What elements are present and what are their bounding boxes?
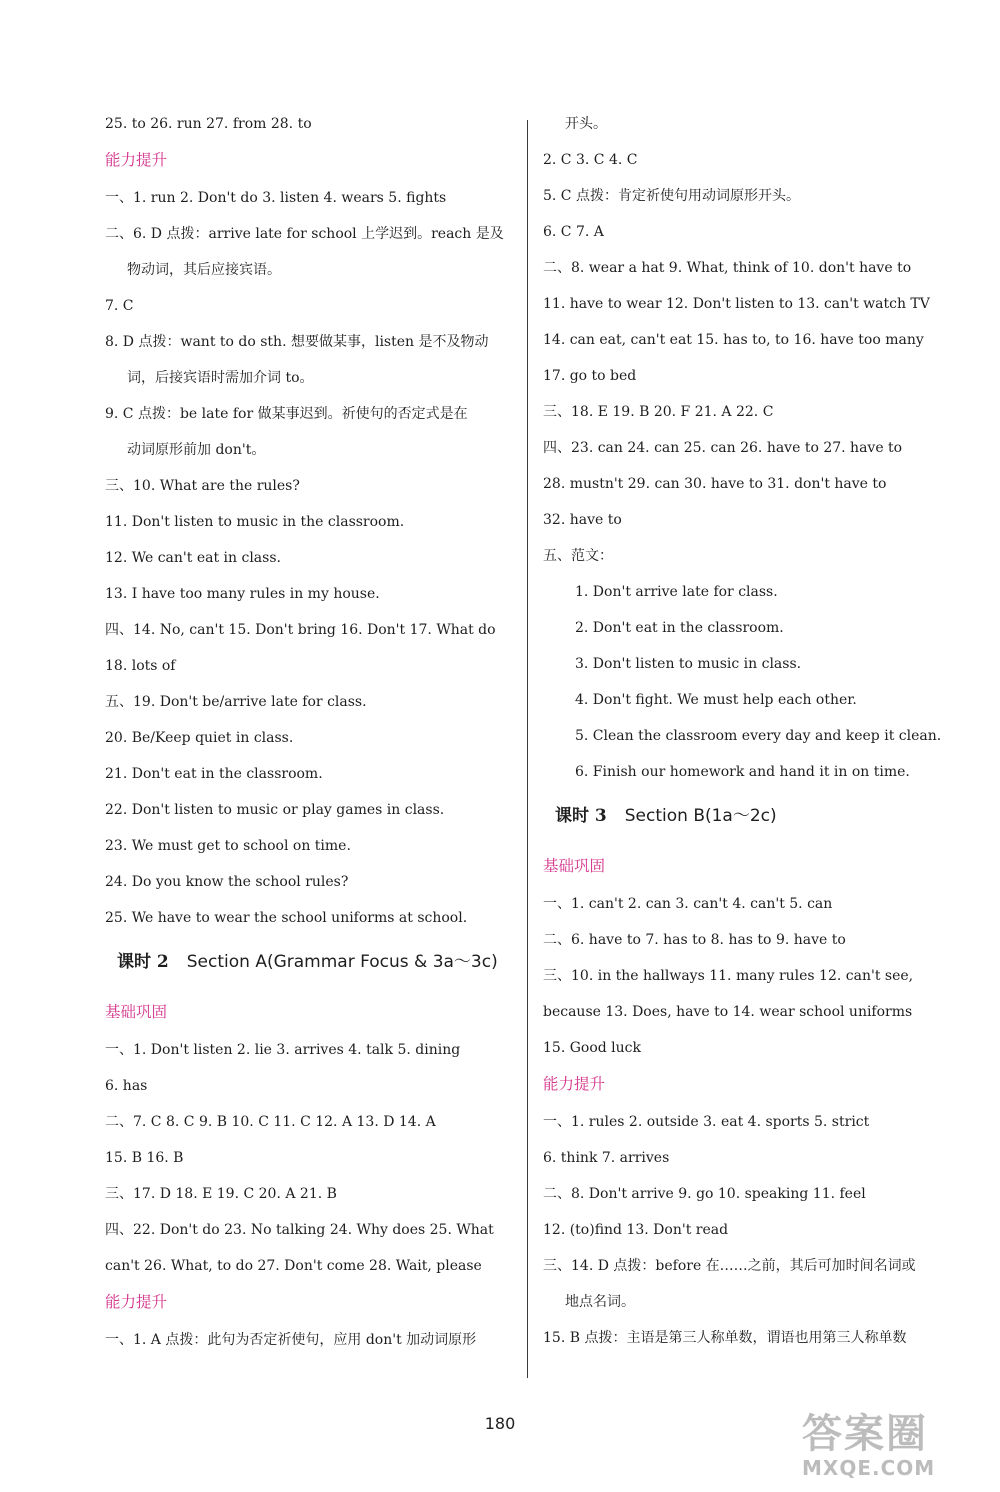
- answer-line: 2. Don't eat in the classroom.: [575, 620, 784, 636]
- section-heading: 能力提升: [543, 1075, 606, 1093]
- watermark-url: MXQE.COM: [802, 1456, 936, 1480]
- answer-line: 15. Good luck: [543, 1040, 641, 1056]
- right-column: [543, 115, 953, 1365]
- answer-line: 三、17. D 18. E 19. C 20. A 21. B: [105, 1186, 337, 1202]
- answer-line: 22. Don't listen to music or play games in class.: [105, 802, 445, 818]
- section-heading: 基础巩固: [543, 857, 606, 875]
- lesson-section: Section B(1a～2c): [624, 806, 777, 826]
- answer-line: 三、10. in the hallways 11. many rules 12. can't see,: [543, 968, 914, 984]
- lesson-title: [105, 951, 515, 973]
- answer-line: 5. C 点拨：肯定祈使句用动词原形开头。: [543, 188, 800, 204]
- answer-line: 17. go to bed: [543, 368, 637, 384]
- answer-line: 6. think 7. arrives: [543, 1150, 670, 1166]
- answer-line: 一、1. A 点拨：此句为否定祈使句，应用 don't 加动词原形: [105, 1332, 477, 1348]
- section-heading: 能力提升: [105, 1293, 168, 1311]
- answer-line: 一、1. run 2. Don't do 3. listen 4. wears 5. fights: [105, 190, 447, 206]
- answer-line: 21. Don't eat in the classroom.: [105, 766, 323, 782]
- answer-line: 词，后接宾语时需加介词 to。: [127, 370, 314, 386]
- answer-line: 开头。: [565, 116, 607, 132]
- answer-line: 一、1. Don't listen 2. lie 3. arrives 4. talk 5. dining: [105, 1042, 461, 1058]
- answer-line: 4. Don't fight. We must help each other.: [575, 692, 857, 708]
- answer-line: 四、22. Don't do 23. No talking 24. Why does 25. What: [105, 1222, 494, 1238]
- answer-line: 14. can eat, can't eat 15. has to, to 16. have too many: [543, 332, 924, 348]
- answer-line: 12. (to)find 13. Don't read: [543, 1222, 729, 1238]
- watermark-logo: [802, 1412, 962, 1484]
- answer-line: 12. We can't eat in class.: [105, 550, 281, 566]
- answer-line: can't 26. What, to do 27. Don't come 28. Wait, please: [105, 1258, 482, 1274]
- answer-line: 7. C: [105, 298, 134, 314]
- column-divider: [527, 120, 528, 1378]
- answer-line: 15. B 16. B: [105, 1150, 184, 1166]
- answer-line: 23. We must get to school on time.: [105, 838, 351, 854]
- left-column: [105, 115, 515, 1367]
- answer-line: 5. Clean the classroom every day and keep it clean.: [575, 728, 942, 744]
- answer-line: 二、8. Don't arrive 9. go 10. speaking 11. feel: [543, 1186, 866, 1202]
- answer-line: 1. Don't arrive late for class.: [575, 584, 778, 600]
- lesson-section: Section A(Grammar Focus & 3a～3c): [186, 952, 498, 972]
- answer-line: 25. to 26. run 27. from 28. to: [105, 116, 312, 132]
- answer-line: 三、18. E 19. B 20. F 21. A 22. C: [543, 404, 774, 420]
- answer-line: 2. C 3. C 4. C: [543, 152, 638, 168]
- answer-line: 11. Don't listen to music in the classroom.: [105, 514, 405, 530]
- watermark-mark: 答案圈: [802, 1411, 928, 1457]
- lesson-label: 课时 2: [117, 952, 169, 972]
- answer-line: 28. mustn't 29. can 30. have to 31. don't have to: [543, 476, 887, 492]
- answer-line: 24. Do you know the school rules?: [105, 874, 349, 890]
- answer-line: because 13. Does, have to 14. wear school uniforms: [543, 1004, 913, 1020]
- answer-line: 15. B 点拨：主语是第三人称单数，谓语也用第三人称单数: [543, 1330, 907, 1346]
- answer-line: 物动词，其后应接宾语。: [127, 262, 281, 278]
- answer-line: 6. Finish our homework and hand it in on time.: [575, 764, 910, 780]
- answer-line: 13. I have too many rules in my house.: [105, 586, 380, 602]
- answer-line: 五、范文：: [543, 548, 613, 564]
- answer-line: 一、1. can't 2. can 3. can't 4. can't 5. can: [543, 896, 833, 912]
- answer-line: 25. We have to wear the school uniforms at school.: [105, 910, 468, 926]
- answer-line: 32. have to: [543, 512, 622, 528]
- answer-line: 地点名词。: [565, 1294, 635, 1310]
- answer-line: 9. C 点拨：be late for 做某事迟到。祈使句的否定式是在: [105, 406, 468, 422]
- answer-line: 11. have to wear 12. Don't listen to 13. can't watch TV: [543, 296, 930, 312]
- answer-line: 动词原形前加 don't。: [127, 442, 266, 458]
- answer-line: 三、10. What are the rules?: [105, 478, 300, 494]
- answer-line: 五、19. Don't be/arrive late for class.: [105, 694, 367, 710]
- section-heading: 基础巩固: [105, 1003, 168, 1021]
- answer-line: 三、14. D 点拨：before 在……之前，其后可加时间名词或: [543, 1258, 916, 1274]
- answer-line: 8. D 点拨：want to do sth. 想要做某事，listen 是不及物动: [105, 334, 489, 350]
- answer-line: 二、7. C 8. C 9. B 10. C 11. C 12. A 13. D 14. A: [105, 1114, 436, 1130]
- answer-line: 3. Don't listen to music in class.: [575, 656, 802, 672]
- answer-line: 二、8. wear a hat 9. What, think of 10. don't have to: [543, 260, 912, 276]
- answer-line: 20. Be/Keep quiet in class.: [105, 730, 294, 746]
- answer-line: 四、14. No, can't 15. Don't bring 16. Don't 17. What do: [105, 622, 496, 638]
- answer-line: 18. lots of: [105, 658, 176, 674]
- answer-line: 二、6. have to 7. has to 8. has to 9. have to: [543, 932, 846, 948]
- lesson-label: 课时 3: [555, 806, 607, 826]
- answer-line: 6. C 7. A: [543, 224, 604, 240]
- page-number: 180: [484, 1414, 516, 1433]
- answer-line: 四、23. can 24. can 25. can 26. have to 27. have to: [543, 440, 903, 456]
- answer-line: 二、6. D 点拨：arrive late for school 上学迟到。reach 是及: [105, 226, 504, 242]
- lesson-title: [543, 805, 953, 827]
- section-heading: 能力提升: [105, 151, 168, 169]
- answer-line: 6. has: [105, 1078, 148, 1094]
- answer-line: 一、1. rules 2. outside 3. eat 4. sports 5. strict: [543, 1114, 870, 1130]
